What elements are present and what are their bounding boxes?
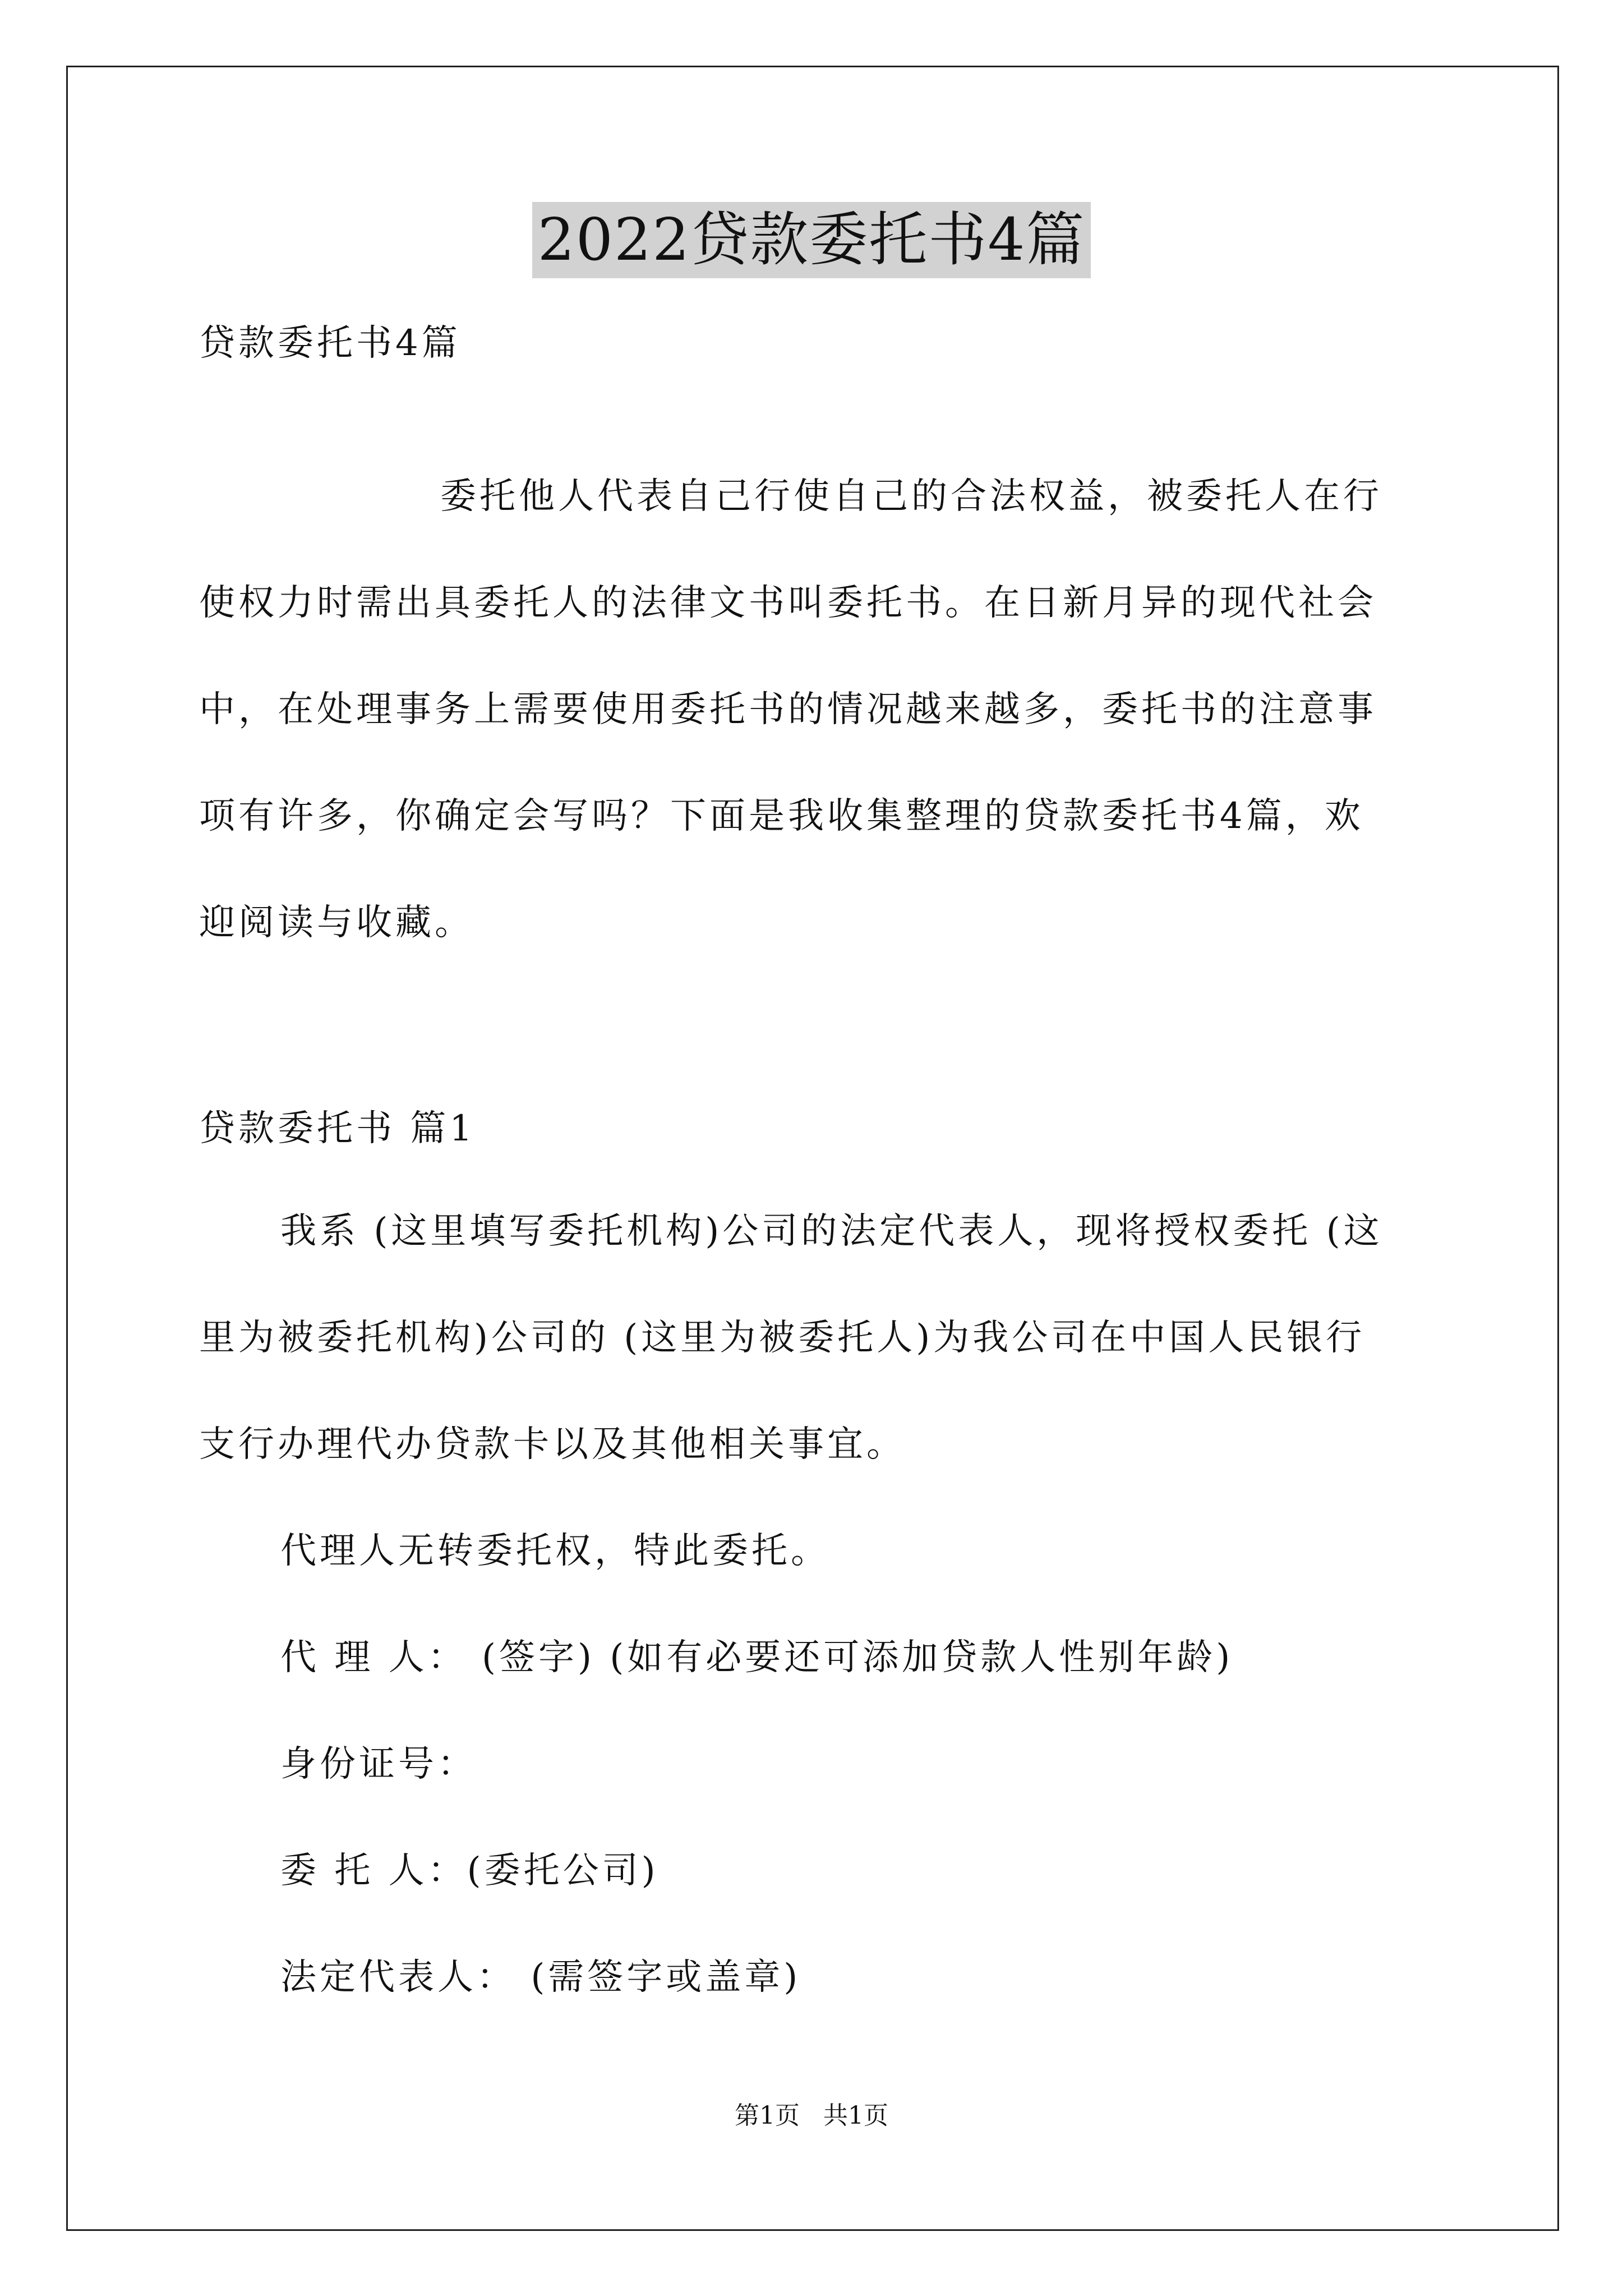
document-subheading: 贷款委托书4篇 (199, 323, 461, 364)
section-title: 贷款委托书 篇1 (199, 1108, 476, 1149)
body-line: 支行办理代办贷款卡以及其他相关事宜。 (199, 1424, 906, 1465)
body-line: 里为被委托机构)公司的 (这里为被委托人)为我公司在中国人民银行 (199, 1317, 1366, 1359)
intro-line: 委托他人代表自己行使自己的合法权益，被委托人在行 (440, 476, 1382, 517)
intro-line: 使权力时需出具委托人的法律文书叫委托书。在日新月异的现代社会 (199, 582, 1377, 624)
body-line: 身份证号： (280, 1743, 477, 1785)
intro-line: 迎阅读与收藏。 (199, 902, 474, 944)
intro-line: 中，在处理事务上需要使用委托书的情况越来越多，委托书的注意事 (199, 689, 1377, 730)
page-footer (0, 2095, 1623, 2131)
intro-line: 项有许多，你确定会写吗？下面是我收集整理的贷款委托书4篇，欢 (199, 795, 1364, 837)
body-line: 我系 (这里填写委托机构)公司的法定代表人，现将授权委托 (这 (280, 1211, 1383, 1252)
body-line: 委 托 人：(委托公司) (280, 1850, 659, 1892)
page-number: 第1页 (735, 2101, 800, 2130)
title-container (0, 202, 1623, 278)
page-total: 共1页 (823, 2101, 888, 2130)
body-line: 代 理 人： (签字) (如有必要还可添加贷款人性别年龄) (280, 1637, 1234, 1678)
document-title: 2022贷款委托书4篇 (532, 202, 1091, 278)
body-line: 法定代表人： (需签字或盖章) (280, 1957, 801, 1998)
section-body (199, 1178, 1433, 2031)
body-line: 代理人无转委托权，特此委托。 (280, 1530, 830, 1572)
intro-paragraph (199, 443, 1433, 976)
